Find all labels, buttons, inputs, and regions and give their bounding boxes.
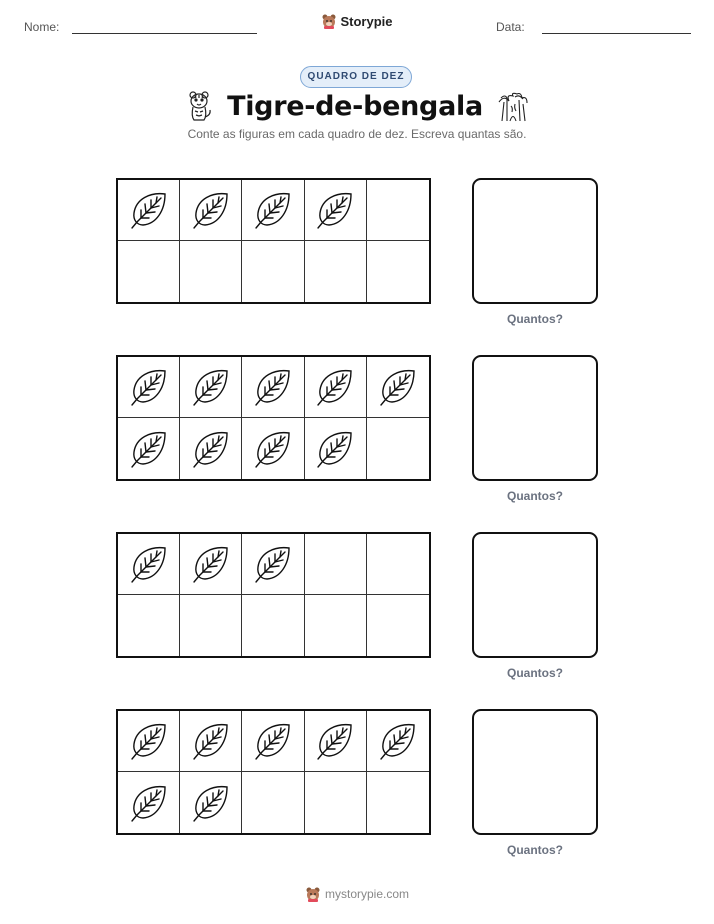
- ten-frame-cell: [242, 711, 304, 772]
- ten-frame-cell: [242, 772, 304, 833]
- leaf-icon: [190, 366, 232, 408]
- ten-frame-cell: [242, 241, 304, 302]
- leaf-icon: [252, 543, 294, 585]
- answer-box-3[interactable]: [472, 532, 598, 658]
- ten-frame-1: [116, 178, 431, 304]
- ten-frame-cell: [242, 418, 304, 479]
- ten-frame-cell: [118, 418, 180, 479]
- ten-frame-cell: [118, 534, 180, 595]
- answer-label-4: Quantos?: [507, 843, 563, 857]
- answer-box-4[interactable]: [472, 709, 598, 835]
- title-row: [0, 90, 714, 122]
- leaf-icon: [128, 543, 170, 585]
- leaf-icon: [128, 189, 170, 231]
- ten-frame-cell: [118, 180, 180, 241]
- ten-frame-cell: [305, 418, 367, 479]
- page-title: Tigre-de-bengala: [227, 90, 483, 122]
- storypie-bear-logo: [305, 886, 321, 902]
- leaf-icon: [252, 366, 294, 408]
- ten-frame-cell: [367, 595, 429, 656]
- ten-frame-cell: [242, 534, 304, 595]
- ten-frame-cell: [242, 180, 304, 241]
- ten-frame-cell: [180, 241, 242, 302]
- ten-frame-cell: [242, 595, 304, 656]
- ten-frame-cell: [367, 534, 429, 595]
- ten-frame-cell: [305, 357, 367, 418]
- date-line[interactable]: [542, 33, 691, 34]
- ten-frame-cell: [305, 241, 367, 302]
- leaf-icon: [190, 189, 232, 231]
- ten-frame-cell: [367, 241, 429, 302]
- ten-frame-cell: [367, 418, 429, 479]
- ten-frame-cell: [118, 357, 180, 418]
- footer-url[interactable]: mystorypie.com: [324, 887, 410, 901]
- tiger-icon: [185, 90, 213, 122]
- ten-frame-cell: [118, 711, 180, 772]
- ten-frame-4: [116, 709, 431, 835]
- ten-frame-cell: [367, 357, 429, 418]
- ten-frame-cell: [118, 595, 180, 656]
- ten-frame-cell: [367, 180, 429, 241]
- ten-frame-cell: [367, 711, 429, 772]
- leaf-icon: [128, 720, 170, 762]
- ten-frame-cell: [180, 180, 242, 241]
- leaf-icon: [314, 189, 356, 231]
- leaf-icon: [314, 428, 356, 470]
- storypie-bear-logo: [321, 13, 337, 29]
- ten-frame-cell: [305, 772, 367, 833]
- leaf-icon: [128, 782, 170, 824]
- ten-frame-cell: [180, 418, 242, 479]
- leaf-icon: [190, 782, 232, 824]
- ten-frame-cell: [305, 595, 367, 656]
- leaf-icon: [128, 366, 170, 408]
- leaf-icon: [190, 428, 232, 470]
- leaf-icon: [190, 720, 232, 762]
- ten-frame-cell: [180, 595, 242, 656]
- ten-frame-cell: [242, 357, 304, 418]
- ten-frame-cell: [118, 772, 180, 833]
- ten-frame-cell: [180, 711, 242, 772]
- ten-frame-cell: [367, 772, 429, 833]
- ten-frame-cell: [180, 534, 242, 595]
- ten-frame-cell: [305, 180, 367, 241]
- answer-box-1[interactable]: [472, 178, 598, 304]
- footer: [0, 886, 714, 907]
- leaf-icon: [128, 428, 170, 470]
- date-label: Data:: [496, 20, 525, 34]
- brand: [0, 13, 714, 34]
- answer-label-2: Quantos?: [507, 489, 563, 503]
- leaf-icon: [190, 543, 232, 585]
- ten-frame-cell: [305, 534, 367, 595]
- brand-name: Storypie: [340, 13, 393, 29]
- leaf-icon: [314, 366, 356, 408]
- instructions: Conte as figuras em cada quadro de dez. Escreva quantas são.: [187, 127, 527, 141]
- ten-frame-3: [116, 532, 431, 658]
- leaf-icon: [314, 720, 356, 762]
- ten-frame-cell: [180, 357, 242, 418]
- ten-frame-2: [116, 355, 431, 481]
- worksheet-type-badge: QUADRO DE DEZ: [300, 66, 412, 88]
- leaf-icon: [252, 428, 294, 470]
- leaf-icon: [377, 720, 419, 762]
- leaf-icon: [252, 189, 294, 231]
- ten-frame-cell: [305, 711, 367, 772]
- leaf-icon: [377, 366, 419, 408]
- name-label: Nome:: [24, 20, 60, 34]
- ten-frame-cell: [180, 772, 242, 833]
- answer-label-3: Quantos?: [507, 666, 563, 680]
- answer-label-1: Quantos?: [507, 312, 563, 326]
- ten-frame-cell: [118, 241, 180, 302]
- answer-box-2[interactable]: [472, 355, 598, 481]
- leaf-icon: [252, 720, 294, 762]
- jungle-icon: [497, 90, 529, 122]
